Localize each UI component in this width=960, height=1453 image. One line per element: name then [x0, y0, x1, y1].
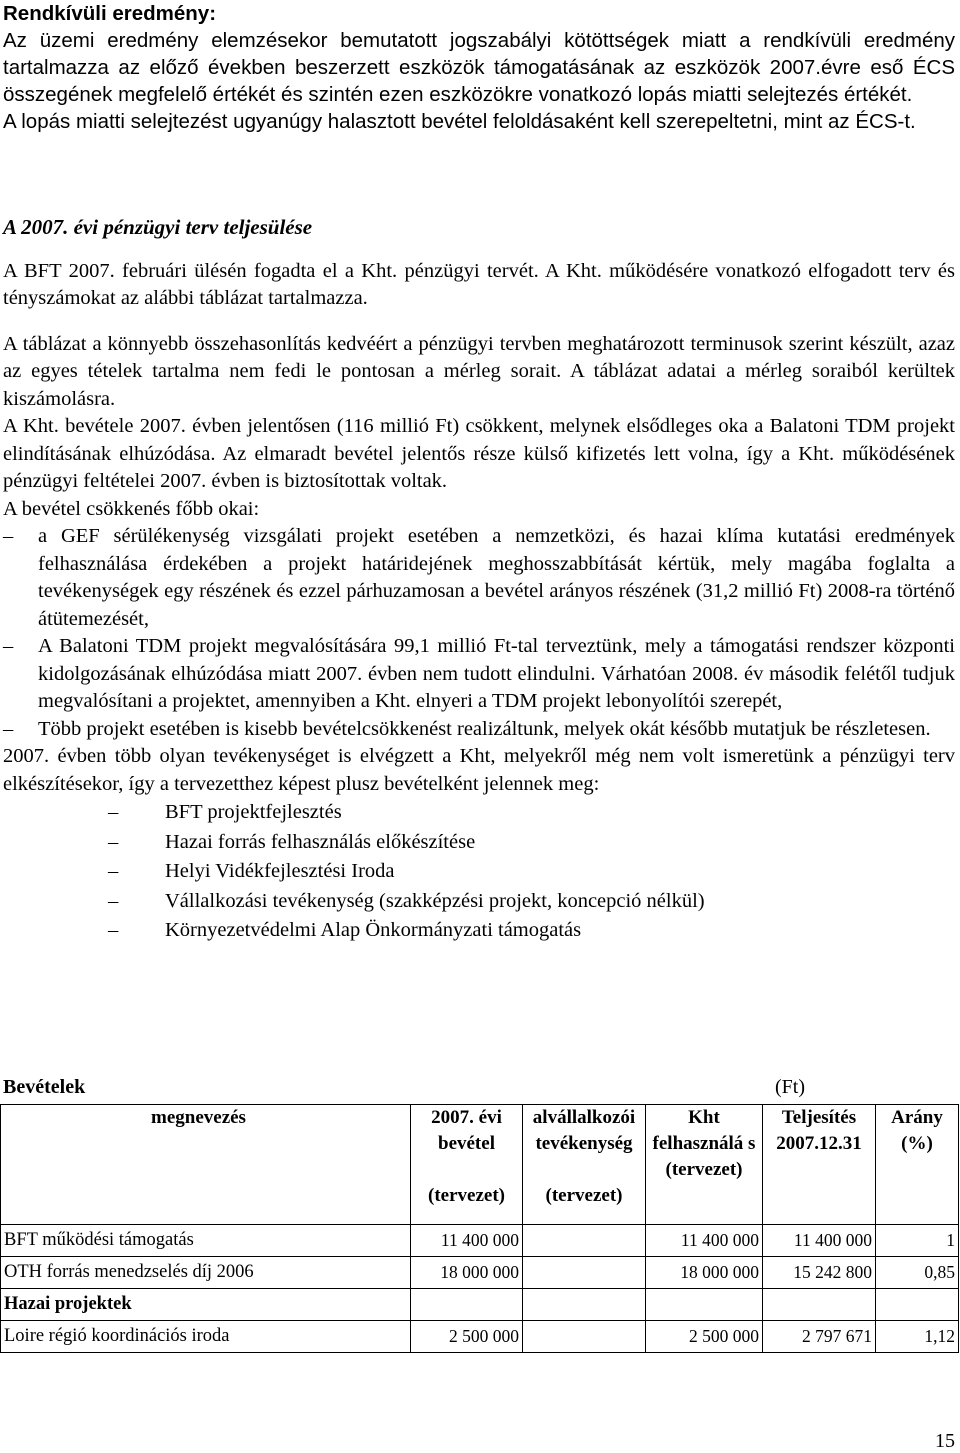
intro-paragraph-2: A lopás miatti selejtezést ugyanúgy halasztott bevétel feloldásaként kell szerepeltetni, mint az ÉCS-t. — [3, 110, 916, 133]
cell-subcontract — [523, 1289, 646, 1321]
list-item — [3, 887, 955, 917]
dash-bullet: – — [3, 635, 14, 657]
header-ratio: Arány (%) — [876, 1105, 959, 1225]
cell-plan — [411, 1289, 523, 1321]
table-row — [1, 1257, 959, 1289]
header-plan: 2007. évi bevétel (tervezet) — [411, 1105, 523, 1225]
section-heading: A 2007. évi pénzügyi terv teljesülése — [3, 215, 313, 239]
reasons-list — [3, 523, 955, 743]
cell-name: BFT működési támogatás — [1, 1225, 411, 1257]
financial-plan-section — [3, 214, 955, 946]
dash-bullet: – — [108, 860, 119, 882]
intro-section — [3, 0, 955, 135]
header-subcontract: alvállalkozói tevékenység (tervezet) — [523, 1105, 646, 1225]
list-item-text: Környezetvédelmi Alap Önkormányzati támogatás — [165, 919, 582, 941]
revenue-table — [0, 1104, 959, 1353]
intro-paragraph-1: Az üzemi eredmény elemzésekor bemutatott jogszabályi kötöttségek miatt a rendkívüli eredmény tartalmazza az előző években beszerzett eszközök támogatásának az eszközök 2007.évre eső ÉCS összegének megfelelő értékét és szintén ezen eszközökre vonatkozó lopás miatti selejtezés értékét. — [3, 29, 955, 106]
list-item — [3, 716, 955, 744]
list-item — [3, 828, 955, 858]
cell-kht: 2 500 000 — [646, 1321, 763, 1353]
cell-kht — [646, 1289, 763, 1321]
header-name: megnevezés — [1, 1105, 411, 1225]
header-actual: Teljesítés 2007.12.31 — [763, 1105, 876, 1225]
list-item — [3, 916, 955, 946]
cell-plan: 11 400 000 — [411, 1225, 523, 1257]
dash-bullet: – — [108, 919, 119, 941]
cell-kht: 18 000 000 — [646, 1257, 763, 1289]
dash-bullet: – — [108, 889, 119, 912]
section-paragraph-1: A BFT 2007. februári ülésén fogadta el a Kht. pénzügyi tervét. A Kht. működésére vonatkozó elfogadott terv és tényszámokat az alábbi táblázat tartalmazza. — [3, 259, 955, 309]
list-item — [3, 523, 955, 633]
cell-name: Loire régió koordinációs iroda — [1, 1321, 411, 1353]
cell-ratio: 1 — [876, 1225, 959, 1257]
cell-subcontract — [523, 1321, 646, 1353]
revenue-table-section — [0, 1074, 960, 1353]
table-header-row — [1, 1105, 959, 1225]
cell-name: OTH forrás menedzselés díj 2006 — [1, 1257, 411, 1289]
cell-kht: 11 400 000 — [646, 1225, 763, 1257]
cell-ratio — [876, 1289, 959, 1321]
list-item-text: Több projekt esetében is kisebb bevételcsökkenést realizáltunk, melyek okát később mutatjuk be részletesen. — [38, 717, 931, 740]
header-kht: Kht felhasználá s (tervezet) — [646, 1105, 763, 1225]
cell-ratio: 1,12 — [876, 1321, 959, 1353]
cell-name: Hazai projektek — [1, 1289, 411, 1321]
table-unit: (Ft) — [775, 1076, 805, 1098]
cell-subcontract — [523, 1257, 646, 1289]
list-item-text: a GEF sérülékenység vizsgálati projekt esetében a nemzetközi, és hazai klíma kutatási eredmények felhasználása érdekében a projekt határidejének meghosszabbítását kértük, mely magába foglalta a tevékenységek egy részének és ezzel párhuzamosan a bevétel arányos részének (31,2 millió Ft) 2008-ra történő átütemezését, — [38, 525, 955, 630]
cell-actual: 15 242 800 — [763, 1257, 876, 1289]
list-item-text: A Balatoni TDM projekt megvalósítására 99,1 millió Ft-tal terveztünk, mely a támogatási rendszer központi kidolgozásának elhúzódása miatt 2007. évben nem tudott elindulni. Várhatóan 2008. év második felétől tudjuk megvalósítani a projektet, amennyiben a Kht. elnyeri a TDM projekt lebonyolítói szerepét, — [38, 635, 955, 712]
page-number: 15 — [935, 1430, 955, 1452]
list-item — [3, 633, 955, 716]
section-paragraph-3: A Kht. bevétele 2007. évben jelentősen (116 millió Ft) csökkent, melynek elsődleges oka a Balatoni TDM projekt elindításának elhúzódása. Az elmaradt bevétel jelentős része külső kifizetés lett volna, így a Kht. működésének pénzügyi feltételei 2007. évben is biztosítottak voltak. — [3, 415, 955, 492]
table-title: Bevételek — [3, 1076, 86, 1098]
cell-ratio: 0,85 — [876, 1257, 959, 1289]
cell-actual — [763, 1289, 876, 1321]
cell-actual: 2 797 671 — [763, 1321, 876, 1353]
extraordinary-result-heading: Rendkívüli eredmény: — [3, 2, 217, 25]
reasons-intro: A bevétel csökkenés főbb okai: — [3, 497, 260, 520]
table-row — [1, 1321, 959, 1353]
dash-bullet: – — [108, 801, 119, 823]
extra-income-intro: 2007. évben több olyan tevékenységet is elvégzett a Kht, melyekről még nem volt ismeretünk a pénzügyi terv elkészítésekor, így a tervezetthez képest plusz bevételként jelennek meg: — [3, 745, 955, 795]
list-item-text: Helyi Vidékfejlesztési Iroda — [165, 860, 395, 882]
section-paragraph-2: A táblázat a könnyebb összehasonlítás kedvéért a pénzügyi tervben meghatározott terminusok szerint készült, azaz az egyes tételek tartalma nem fedi le pontosan a mérleg sorait. A táblázat adatai a mérleg soraiból kerültek kiszámolásra. — [3, 332, 955, 410]
list-item-text: Hazai forrás felhasználás előkészítése — [165, 830, 476, 853]
cell-subcontract — [523, 1225, 646, 1257]
cell-plan: 2 500 000 — [411, 1321, 523, 1353]
list-item — [3, 798, 955, 828]
cell-plan: 18 000 000 — [411, 1257, 523, 1289]
table-row — [1, 1289, 959, 1321]
dash-bullet: – — [3, 717, 14, 740]
dash-bullet: – — [108, 830, 119, 853]
dash-bullet: – — [3, 525, 14, 547]
extra-income-list — [3, 798, 955, 946]
list-item — [3, 857, 955, 887]
table-row — [1, 1225, 959, 1257]
list-item-text: BFT projektfejlesztés — [165, 801, 342, 823]
cell-actual: 11 400 000 — [763, 1225, 876, 1257]
list-item-text: Vállalkozási tevékenység (szakképzési projekt, koncepció nélkül) — [165, 889, 705, 912]
